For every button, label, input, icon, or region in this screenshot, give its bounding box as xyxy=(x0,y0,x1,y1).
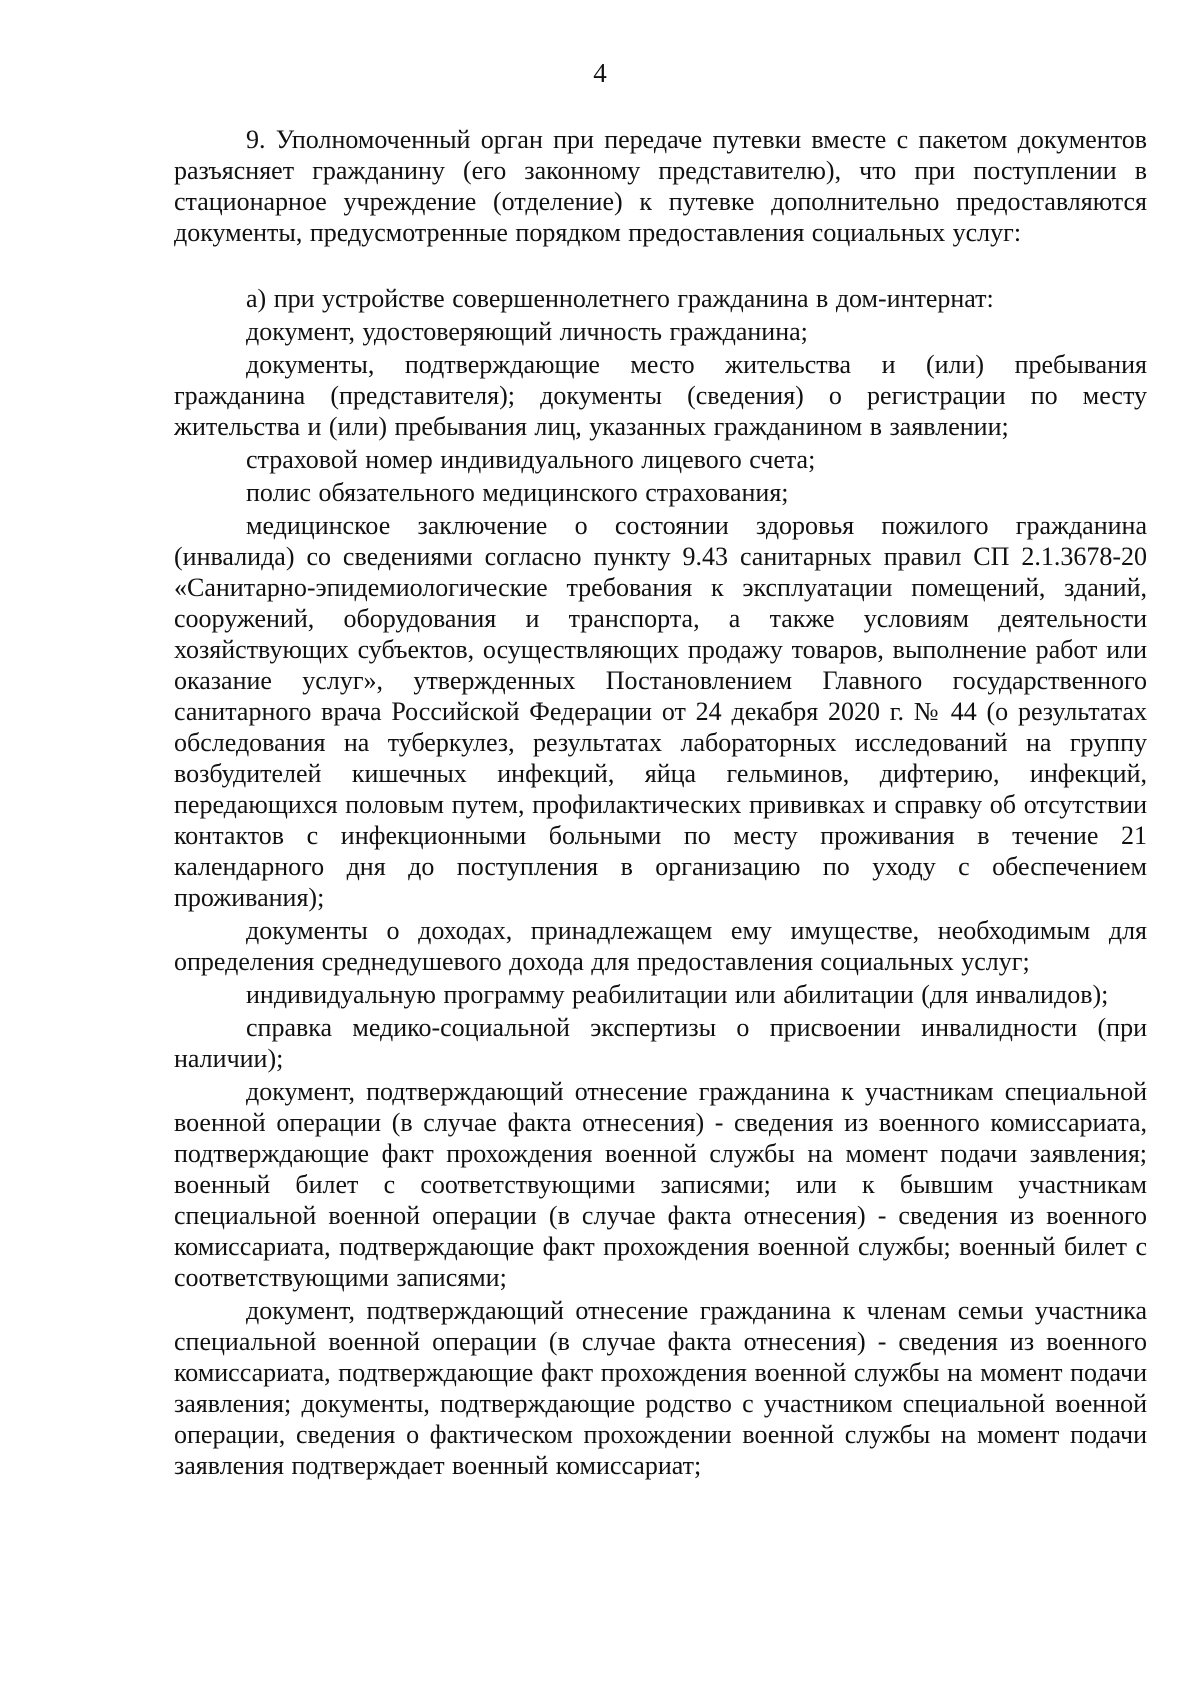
paragraph-rehabilitation-program: индивидуальную программу реабилитации или абилитации (для инвалидов); xyxy=(246,980,1109,1009)
paragraph-svo-participant-document: документ, подтверждающий отнесение гражданина к участникам специальной военной операции (в случае факта отнесения) - сведения из военного комиссариата, подтверждающие факт прохождения военной службы на момент подачи заявления; военный билет с соответствующими записями; или к бывшим участникам специальной военной операции (в случае факта отнесения) - сведения из военного комиссариата, подтверждающие факт прохождения военной службы; военный билет с соответствующими записями; xyxy=(174,1077,1147,1292)
paragraph-item-9: 9. Уполномоченный орган при передаче путевки вместе с пакетом документов разъясняет гражданину (его законному представителю), что при поступлении в стационарное учреждение (отделение) к путевке дополнительно предоставляются документы, предусмотренные порядком предоставления социальных услуг: xyxy=(174,125,1147,247)
paragraph-medical-conclusion: медицинское заключение о состоянии здоровья пожилого гражданина (инвалида) со сведениями согласно пункту 9.43 санитарных правил СП 2.1.3678-20 «Санитарно-эпидемиологические требования к эксплуатации помещений, зданий, сооружений, оборудования и транспорта, а также условиям деятельности хозяйствующих субъектов, осуществляющих продажу товаров, выполнение работ или оказание услуг», утвержденных Постановлением Главного государственного санитарного врача Российской Федерации от 24 декабря 2020 г. № 44 (о результатах обследования на туберкулез, результатах лабораторных исследований на группу возбудителей кишечных инфекций, яйца гельминов, дифтерию, инфекций, передающихся половым путем, профилактических прививках и справку об отсутствии контактов с инфекционными больными по месту проживания в течение 21 календарного дня до поступления в организацию по уходу с обеспечением проживания); xyxy=(174,511,1147,912)
paragraph-disability-certificate: справка медико-социальной экспертизы о присвоении инвалидности (при наличии); xyxy=(174,1013,1147,1073)
paragraph-medical-policy: полис обязательного медицинского страхования; xyxy=(246,478,789,507)
paragraph-identity-document: документ, удостоверяющий личность гражданина; xyxy=(246,317,808,346)
page-number: 4 xyxy=(593,58,607,88)
paragraph-residence-documents: документы, подтверждающие место жительства и (или) пребывания гражданина (представителя); документы (сведения) о регистрации по месту жительства и (или) пребывания лиц, указанных гражданином в заявлении; xyxy=(174,350,1147,441)
paragraph-income-documents: документы о доходах, принадлежащем ему имуществе, необходимым для определения среднедушевого дохода для предоставления социальных услуг; xyxy=(174,916,1147,976)
paragraph-insurance-number: страховой номер индивидуального лицевого счета; xyxy=(246,445,816,474)
paragraph-svo-family-document: документ, подтверждающий отнесение гражданина к членам семьи участника специальной военной операции (в случае факта отнесения) - сведения из военного комиссариата, подтверждающие факт прохождения военной службы на момент подачи заявления; документы, подтверждающие родство с участником специальной военной операции, сведения о фактическом прохождении военной службы на момент подачи заявления подтверждает военный комиссариат; xyxy=(174,1296,1147,1480)
document-body xyxy=(174,124,1147,1483)
paragraph-gap xyxy=(174,250,1147,283)
paragraph-subitem-a: а) при устройстве совершеннолетнего гражданина в дом-интернат: xyxy=(246,284,994,313)
